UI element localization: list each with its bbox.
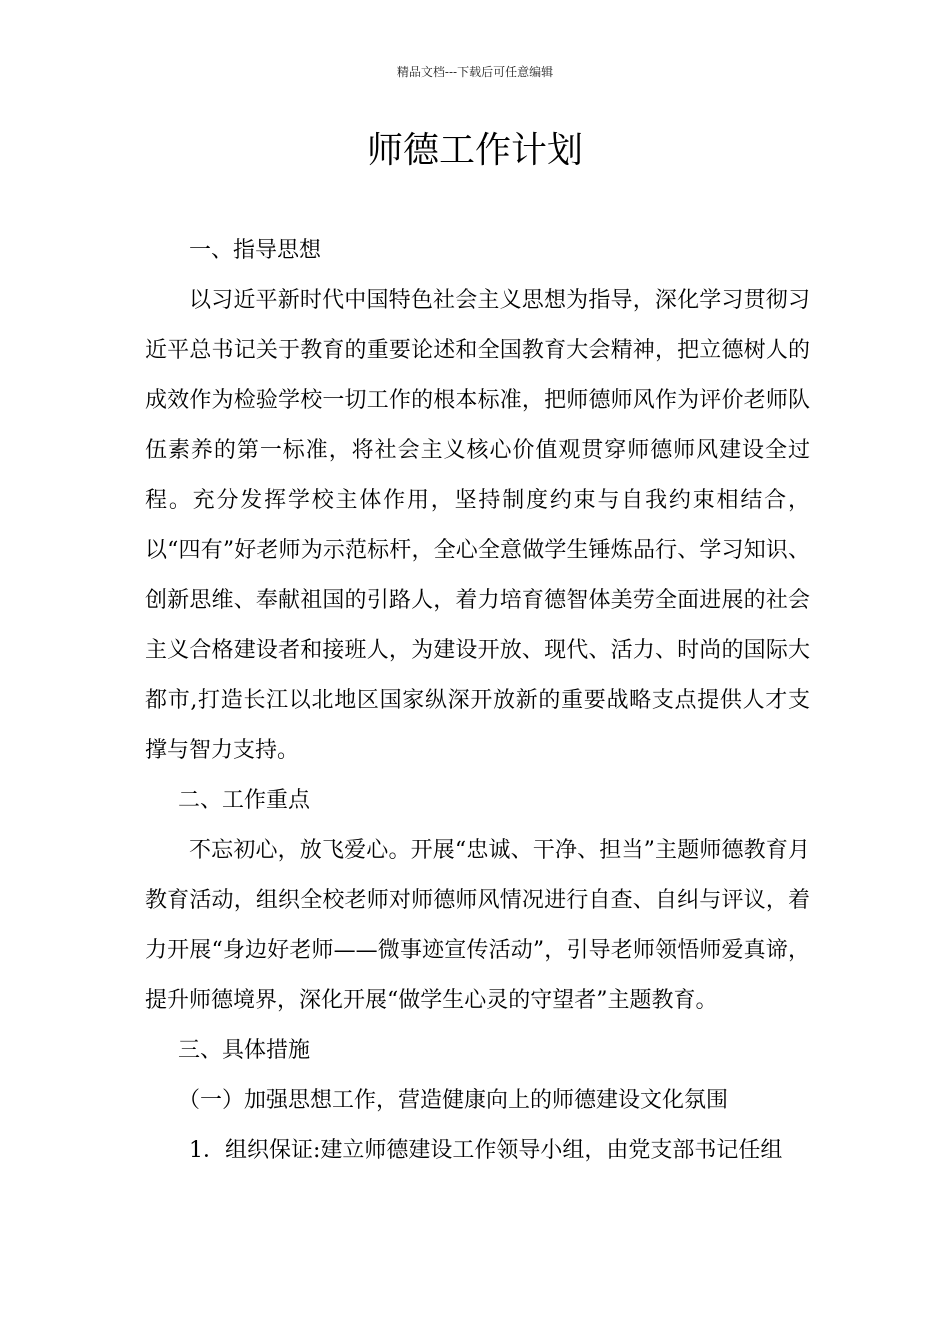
section-heading-2: 二、工作重点 [178,788,311,813]
header-note: 精品文档---下载后可任意编辑 [396,65,554,79]
subsection-heading-1: （一）加强思想工作，营造健康向上的师德建设文化氛围 [178,1088,729,1113]
section-heading-1: 一、指导思想 [189,238,322,263]
section-paragraph-1: 以习近平新时代中国特色社会主义思想为指导，深化学习贯彻习近平总书记关于教育的重要论述和全国教育大会精神，把立德树人的成效作为检验学校一切工作的根本标准，把师德师风作为评价老师队伍素养的第一标准，将社会主义核心价值观贯穿师德师风建设全过程。充分发挥学校主体作用，坚持制度约束与自我约束相结合，以“四有”好老师为示范标杆，全心全意做学生锤炼品行、学习知识、创新思维、奉献祖国的引路人，着力培育德智体美劳全面进展的社会主义合格建设者和接班人，为建设开放、现代、活力、时尚的国际大都市,打造长江以北地区国家纵深开放新的重要战略支点提供人才支撑与智力支持。 [145,288,810,763]
document-body [145,226,810,1176]
section-heading-3: 三、具体措施 [178,1038,311,1063]
list-item-1: 1．组织保证:建立师德建设工作领导小组，由党支部书记任组 [189,1138,783,1163]
section-paragraph-2: 不忘初心，放飞爱心。开展“忠诚、干净、担当”主题师德教育月教育活动，组织全校老师对师德师风情况进行自查、自纠与评议，着力开展“身边好老师——微事迹宣传活动”，引导老师领悟师爱真谛，提升师德境界，深化开展“做学生心灵的守望者”主题教育。 [145,838,810,1013]
document-title: 师德工作计划 [366,130,583,171]
